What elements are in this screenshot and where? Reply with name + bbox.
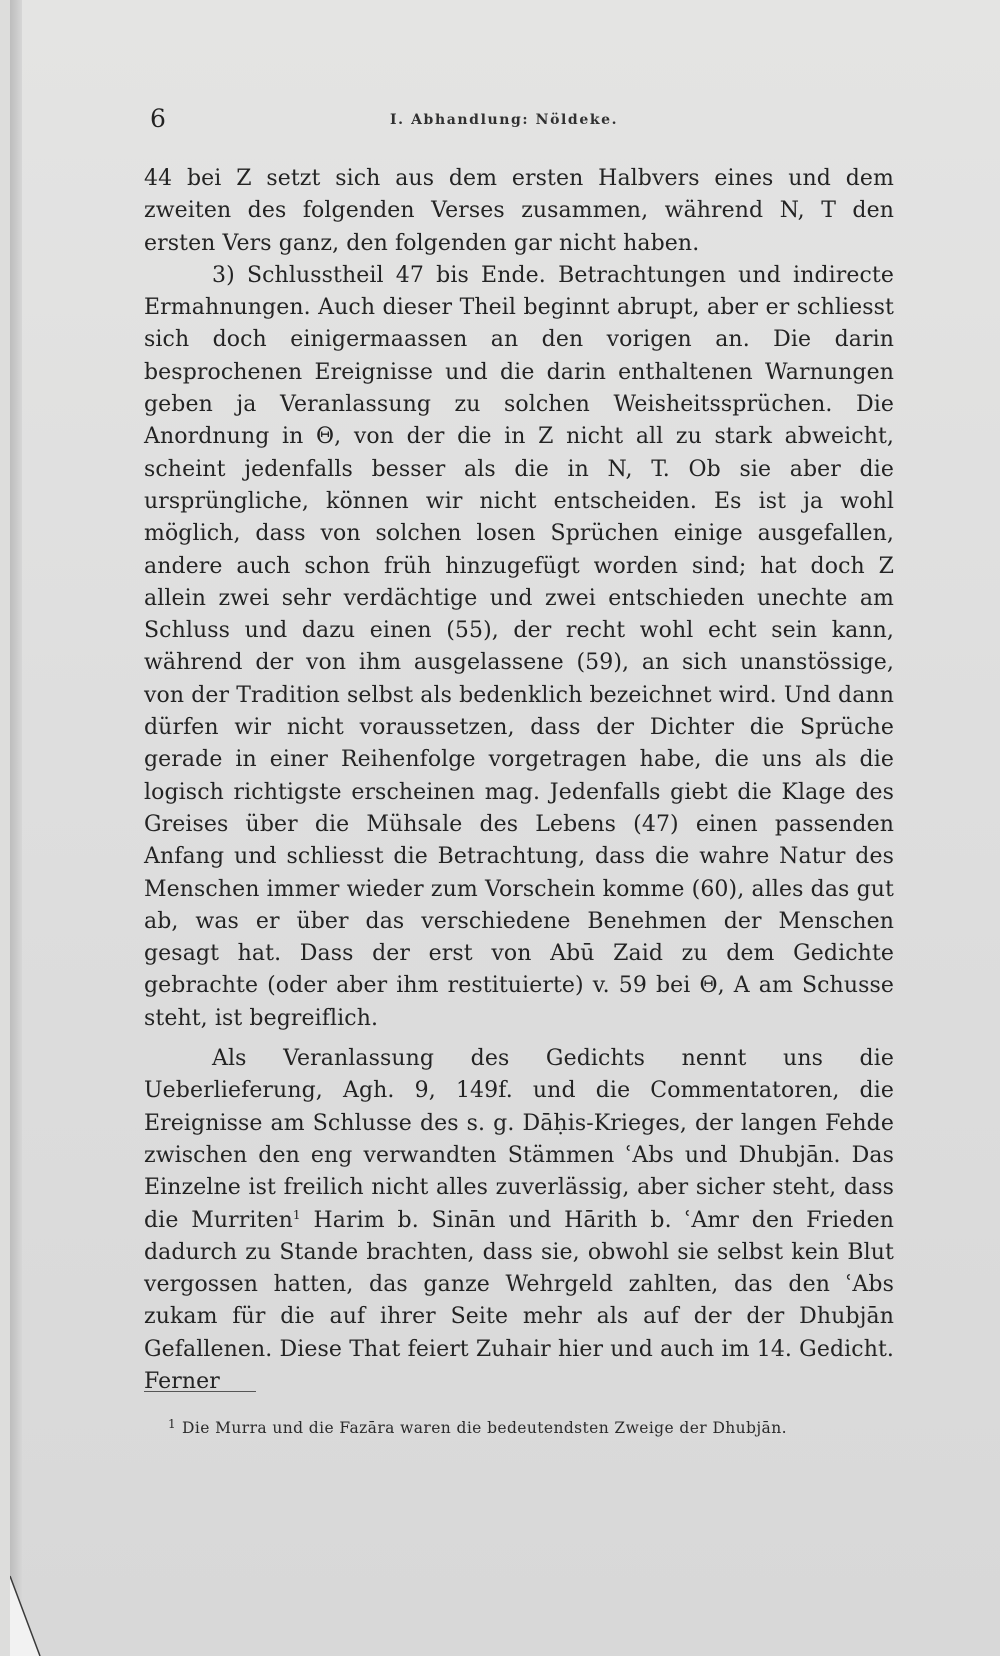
- paragraph-text: Harim b. Sinān und Hārith b. ʿAmr den Frieden dadurch zu Stande brachten, dass sie, obwohl sie selbst kein Blut vergossen hatten, das ganze Wehrgeld zahlten, das den ʿAbs zukam für die auf ihrer Seite mehr als auf der der Dhubjān Gefallenen. Diese That feiert Zuhair hier und auch im 14. Gedicht. Ferner: [144, 1207, 894, 1394]
- paragraph: 3) Schlusstheil 47 bis Ende. Betrachtungen und indirecte Ermahnungen. Auch dieser Theil beginnt abrupt, aber er schliesst sich doch einigermaassen an den vorigen an. Die darin besprochenen Ereignisse und die darin enthaltenen Warnungen geben ja Veranlassung zu solchen Weisheitssprüchen. Die Anordnung in Θ, von der die in Z nicht all zu stark abweicht, scheint jedenfalls besser als die in N, T. Ob sie aber die ursprüngliche, können wir nicht entscheiden. Es ist ja wohl möglich, dass von solchen losen Sprüchen einige ausgefallen, andere auch schon früh hinzugefügt worden sind; hat doch Z allein zwei sehr verdächtige und zwei entschieden unechte am Schluss und dazu einen (55), der recht wohl echt sein kann, während der von ihm ausgelassene (59), an sich unanstössige, von der Tradition selbst als bedenklich bezeichnet wird. Und dann dürfen wir nicht voraussetzen, dass der Dichter die Sprüche gerade in einer Reihenfolge vorgetragen habe, die uns als die logisch richtigste erscheinen mag. Jedenfalls giebt die Klage des Greises über die Mühsale des Lebens (47) einen passenden Anfang und schliesst die Betrachtung, dass die wahre Natur des Menschen immer wieder zum Vorschein komme (60), alles das gut ab, was er über das verschiedene Benehmen der Menschen gesagt hat. Dass der erst von Abū Zaid zu dem Gedichte gebrachte (oder aber ihm restituierte) v. 59 bei Θ, A am Schusse steht, ist begreiflich.: [144, 262, 894, 1031]
- paragraph: 44 bei Z setzt sich aus dem ersten Halbvers eines und dem zweiten des folgenden Verses zusammen, während N, T den ersten Vers ganz, den folgenden gar nicht haben.: [144, 166, 894, 256]
- main-text: [144, 163, 894, 1398]
- footnote-separator: [144, 1391, 256, 1392]
- page-number: 6: [150, 104, 166, 133]
- paragraph-text: Als Veranlassung des Gedichts nennt uns die Ueberlieferung, Agh. 9, 149f. und die Commentatoren, die Ereignisse am Schlusse des s. g. Dāḥis-Krieges, der langen Fehde zwischen den eng verwandten Stämmen ʿAbs und Dhubjān. Das Einzelne ist freilich nicht alles zuverlässig, aber sicher steht, dass die Murriten: [144, 1046, 894, 1233]
- footnote-text: Die Murra und die Fazāra waren die bedeutendsten Zweige der Dhubjān.: [182, 1419, 787, 1437]
- running-head: I. Abhandlung: Nöldeke.: [390, 112, 619, 128]
- footnote-number: 1: [168, 1417, 177, 1431]
- page-header: [0, 104, 1000, 134]
- page-corner-fold-mark: [10, 1566, 50, 1656]
- footnote: [168, 1413, 908, 1439]
- paragraph: [144, 1043, 894, 1398]
- footnote-reference: 1: [292, 1207, 301, 1222]
- page-gutter-shadow: [10, 0, 22, 1656]
